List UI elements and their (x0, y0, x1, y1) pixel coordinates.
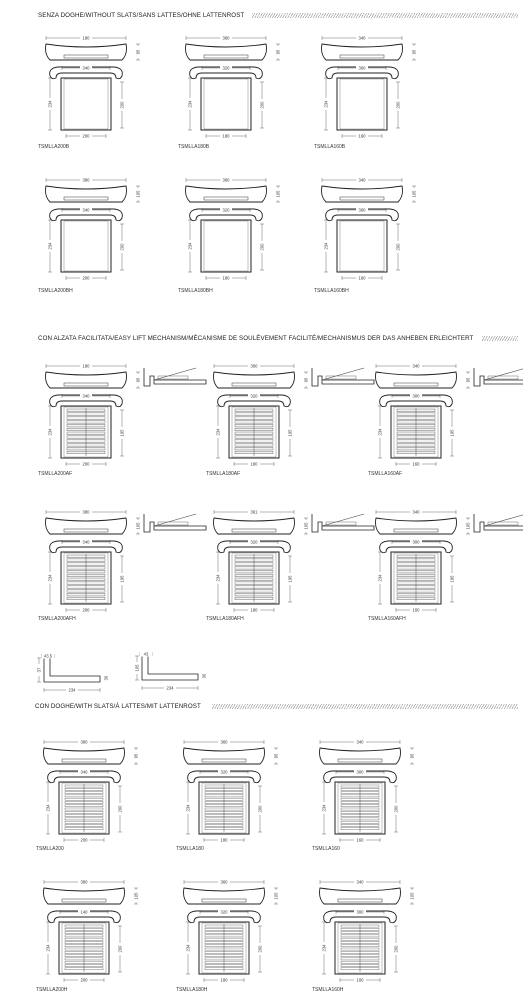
headboard-outline (46, 44, 127, 60)
dimension-label: 200 (117, 945, 123, 953)
dimension-label: 200 (259, 101, 265, 109)
product-code: TSMLLA180B (178, 144, 210, 150)
section-title-with-slats: CON DOGHE/WITH SLATS/À LATTES/MIT LATTENROST (35, 703, 201, 710)
bed-drawing-tsmlla160afh (366, 504, 523, 616)
dimension-label: 234 (68, 687, 76, 693)
bed-inner-outline (64, 79, 108, 129)
dimension-label: 195 (119, 429, 125, 437)
bed-frame-outline (337, 78, 387, 130)
cushion-outline (64, 55, 108, 58)
dimension-label: 95 (133, 753, 139, 759)
product-code: TSMLLA180H (176, 987, 208, 993)
dimension-label: 200 (259, 243, 265, 251)
bed-drawing-tsmlla160bh (312, 172, 424, 284)
dimension-label: 200 (80, 977, 88, 983)
cushion-outline (202, 759, 246, 762)
dimension-label: 320 (220, 769, 228, 775)
headboard-outline (186, 44, 267, 60)
headboard-outline (184, 888, 265, 904)
bed-inner-outline (204, 79, 248, 129)
dimension-label: 43 (143, 651, 149, 657)
dimension-label: 200 (117, 805, 123, 813)
lift-side-view (144, 514, 206, 532)
dimension-label: 180 (250, 461, 258, 467)
dimension-label: 200 (82, 607, 90, 613)
bed-svg (310, 874, 422, 986)
dimension-label: 340 (358, 177, 366, 183)
dimension-label: 320 (250, 539, 258, 545)
bed-inner-outline (204, 221, 248, 271)
dimension-label: 180 (220, 837, 228, 843)
dimension-label: 320 (250, 393, 258, 399)
dimension-label: 360 (250, 363, 258, 369)
bed-frame-outline (337, 220, 387, 272)
dimension-label: 360 (222, 35, 230, 41)
dimension-label: 200 (395, 243, 401, 251)
lift-frame (144, 514, 206, 532)
dimension-label: 200 (82, 275, 90, 281)
lift-frame (144, 368, 206, 386)
bed-frame-outline (201, 78, 251, 130)
dimension-label: 340 (82, 65, 90, 71)
dimension-label: 380 (82, 177, 90, 183)
dimension-label: 105 (273, 892, 279, 900)
bed-svg (204, 358, 376, 470)
dimension-label: 360 (222, 177, 230, 183)
dimension-label: 340 (356, 879, 364, 885)
dimension-label: 200 (257, 945, 263, 953)
dimension-label: 160 (358, 133, 366, 139)
dimension-label: 300 (412, 539, 420, 545)
dimension-label: 105 (411, 190, 417, 198)
bed-frame-outline (201, 220, 251, 272)
dimension-label: 195 (119, 575, 125, 583)
cushion-outline (204, 55, 248, 58)
cushion-outline (340, 55, 384, 58)
bed-svg (366, 504, 523, 616)
dimension-label: 105 (134, 664, 140, 672)
profile-outline (142, 656, 198, 680)
cushion-outline (62, 759, 106, 762)
dimension-label: 95 (273, 753, 279, 759)
dimension-label: 200 (119, 101, 125, 109)
bed-svg (36, 30, 148, 142)
dimension-label: 234 (321, 804, 327, 812)
dimension-label: 180 (222, 275, 230, 281)
dimension-label: 180 (82, 363, 90, 369)
dimension-label: 95 (275, 49, 281, 55)
dimension-label: 380 (82, 509, 90, 515)
cushion-outline (338, 899, 382, 902)
cushion-outline (232, 383, 276, 386)
dimension-label: 200 (257, 805, 263, 813)
cushion-outline (64, 383, 108, 386)
dimension-label: 95 (411, 49, 417, 55)
cushion-outline (338, 759, 382, 762)
dimension-label: 180 (250, 607, 258, 613)
dimension-label: 340 (412, 363, 420, 369)
lift-raised-base (154, 368, 196, 380)
bed-svg (36, 504, 208, 616)
bed-drawing-tsmlla200h (34, 874, 146, 986)
title-hatch (482, 336, 518, 341)
dimension-label: 195 (287, 575, 293, 583)
lift-raised-base (322, 368, 364, 380)
section-title-easy-lift: CON ALZATA FACILITATA/EASY LIFT MECHANISM/MÉCANISME DE SOULÈVEMENT FACILITÉ/MECHANISMUS DER DAS ANHEBEN ERLEICHTERT (38, 335, 474, 342)
headboard-outline (46, 518, 127, 534)
dimension-label: 234 (187, 100, 193, 108)
headboard-outline (44, 888, 125, 904)
dimension-label: 361 (250, 509, 258, 515)
dimension-label: 30 (103, 675, 109, 681)
cushion-outline (394, 529, 438, 532)
dimension-label: 200 (395, 101, 401, 109)
cushion-outline (204, 197, 248, 200)
dimension-label: 30 (201, 673, 207, 679)
dimension-label: 105 (275, 190, 281, 198)
dimension-label: 200 (119, 243, 125, 251)
dimension-label: 37 (36, 667, 42, 673)
product-code: TSMLLA200BH (38, 288, 73, 294)
dimension-label: 195 (449, 575, 455, 583)
dimension-label: 200 (82, 133, 90, 139)
dimension-label: 360 (220, 739, 228, 745)
headboard-outline (214, 372, 295, 388)
product-code: TSMLLA160AFH (368, 616, 406, 622)
headboard-outline (214, 518, 295, 534)
dimension-label: 234 (215, 574, 221, 582)
bed-drawing-tsmlla200b (36, 30, 148, 142)
dimension-label: 180 (220, 977, 228, 983)
profile-svg (34, 654, 114, 696)
dimension-label: 95 (465, 377, 471, 383)
dimension-label: 234 (47, 574, 53, 582)
bed-drawing-tsmlla180af (204, 358, 376, 470)
bed-svg (174, 734, 286, 846)
bed-drawing-tsmlla160b (312, 30, 424, 142)
dimension-label: 234 (323, 242, 329, 250)
bed-drawing-tsmlla160af (366, 358, 523, 470)
cushion-outline (62, 899, 106, 902)
bed-drawing-tsmlla200afh (36, 504, 208, 616)
bed-drawing-tsmlla200bh (36, 172, 148, 284)
dimension-label: 105 (409, 892, 415, 900)
headboard-outline (186, 186, 267, 202)
product-code: TSMLLA160B (314, 144, 346, 150)
dimension-label: 234 (377, 574, 383, 582)
profile-outline (44, 658, 100, 682)
dimension-label: 340 (82, 207, 90, 213)
dimension-label: 105 (135, 522, 141, 530)
bed-svg (204, 504, 376, 616)
product-code: TSMLLA200AFH (38, 616, 76, 622)
bed-svg (174, 874, 286, 986)
dimension-label: 43.5 (43, 653, 53, 659)
bed-frame-outline (61, 220, 111, 272)
dimension-label: 180 (82, 35, 90, 41)
headboard-outline (376, 372, 457, 388)
product-code: TSMLLA200AF (38, 471, 73, 477)
cushion-outline (232, 529, 276, 532)
dimension-label: 195 (449, 429, 455, 437)
lift-side-view (474, 514, 523, 532)
lift-side-view (312, 514, 374, 532)
dimension-label: 200 (393, 945, 399, 953)
dimension-label: 95 (135, 377, 141, 383)
dimension-label: 105 (465, 522, 471, 530)
dimension-label: 234 (166, 685, 174, 691)
bed-drawing-tsmlla160 (310, 734, 422, 846)
bed-svg (36, 358, 208, 470)
bed-svg (34, 734, 146, 846)
product-code: TSMLLA180AF (206, 471, 241, 477)
dimension-label: 95 (409, 753, 415, 759)
headboard-outline (320, 748, 401, 764)
dimension-label: 320 (220, 909, 228, 915)
dimension-label: 160 (412, 461, 420, 467)
product-code: TSMLLA200B (38, 144, 70, 150)
lift-side-view (144, 368, 206, 386)
product-code: TSMLLA200H (36, 987, 68, 993)
cushion-outline (394, 383, 438, 386)
dimension-label: 160 (356, 837, 364, 843)
bed-svg (366, 358, 523, 470)
headboard-outline (376, 518, 457, 534)
headboard-outline (46, 372, 127, 388)
dimension-label: 140 (80, 909, 88, 915)
dimension-label: 234 (45, 804, 51, 812)
bed-drawing-tsmlla180bh (176, 172, 288, 284)
bed-inner-outline (340, 79, 384, 129)
lift-raised-base (484, 368, 523, 380)
dimension-label: 340 (82, 393, 90, 399)
dimension-label: 234 (47, 100, 53, 108)
bed-svg (176, 172, 288, 284)
dimension-label: 180 (222, 133, 230, 139)
product-code: TSMLLA160H (312, 987, 344, 993)
dimension-label: 200 (80, 837, 88, 843)
dimension-label: 340 (356, 739, 364, 745)
product-code: TSMLLA160 (312, 846, 340, 852)
bed-drawing-tsmlla160h (310, 874, 422, 986)
dimension-label: 234 (321, 944, 327, 952)
lift-raised-base (154, 514, 196, 526)
lift-side-view (312, 368, 374, 386)
cushion-outline (202, 899, 246, 902)
cushion-outline (64, 197, 108, 200)
product-code: TSMLLA180AFH (206, 616, 244, 622)
section-title-no-slats: SENZA DOGHE/WITHOUT SLATS/SANS LATTES/OHNE LATTENROST (38, 12, 245, 19)
dimension-label: 234 (47, 428, 53, 436)
dimension-label: 340 (358, 35, 366, 41)
dimension-label: 234 (45, 944, 51, 952)
dimension-label: 200 (82, 461, 90, 467)
bed-drawing-tsmlla180 (174, 734, 286, 846)
dimension-label: 380 (80, 879, 88, 885)
dimension-label: 234 (185, 944, 191, 952)
dimension-label: 300 (412, 393, 420, 399)
cushion-outline (340, 197, 384, 200)
dimension-label: 234 (187, 242, 193, 250)
dimension-label: 234 (377, 428, 383, 436)
headboard-outline (46, 186, 127, 202)
dimension-label: 320 (222, 207, 230, 213)
dimension-label: 300 (356, 769, 364, 775)
headboard-outline (322, 186, 403, 202)
headboard-outline (322, 44, 403, 60)
profile-svg (132, 652, 212, 694)
bed-svg (34, 874, 146, 986)
dimension-label: 195 (287, 429, 293, 437)
product-code: TSMLLA180 (176, 846, 204, 852)
cushion-outline (64, 529, 108, 532)
bed-svg (312, 172, 424, 284)
bed-drawing-tsmlla200af (36, 358, 208, 470)
dimension-label: 380 (80, 739, 88, 745)
dimension-label: 160 (356, 977, 364, 983)
bed-svg (36, 172, 148, 284)
headboard-outline (44, 748, 125, 764)
title-hatch (212, 704, 518, 709)
bed-drawing-tsmlla200 (34, 734, 146, 846)
product-code: TSMLLA180BH (178, 288, 213, 294)
product-code: TSMLLA160BH (314, 288, 349, 294)
dimension-label: 95 (135, 49, 141, 55)
dimension-label: 340 (412, 509, 420, 515)
lift-raised-base (484, 514, 523, 526)
bed-svg (176, 30, 288, 142)
lift-frame (312, 368, 374, 386)
product-code: TSMLLA200 (36, 846, 64, 852)
bed-frame-outline (61, 78, 111, 130)
dimension-label: 105 (135, 190, 141, 198)
dimension-label: 234 (47, 242, 53, 250)
headboard-outline (184, 748, 265, 764)
bed-drawing-tsmlla180afh (204, 504, 376, 616)
dimension-label: 300 (356, 909, 364, 915)
bed-drawing-tsmlla180b (176, 30, 288, 142)
side-profile-low (34, 654, 114, 696)
lift-frame (312, 514, 374, 532)
bed-svg (312, 30, 424, 142)
dimension-label: 300 (358, 207, 366, 213)
product-code: TSMLLA160AF (368, 471, 403, 477)
dimension-label: 340 (82, 539, 90, 545)
title-hatch (252, 13, 518, 18)
dimension-label: 300 (358, 65, 366, 71)
dimension-label: 95 (303, 377, 309, 383)
lift-raised-base (322, 514, 364, 526)
headboard-outline (320, 888, 401, 904)
dimension-label: 105 (303, 522, 309, 530)
dimension-label: 320 (222, 65, 230, 71)
dimension-label: 234 (323, 100, 329, 108)
bed-svg (310, 734, 422, 846)
dimension-label: 340 (80, 769, 88, 775)
bed-drawing-tsmlla180h (174, 874, 286, 986)
dimension-label: 234 (185, 804, 191, 812)
bed-inner-outline (64, 221, 108, 271)
lift-side-view (474, 368, 523, 386)
side-profile-high (132, 652, 212, 694)
dimension-label: 160 (358, 275, 366, 281)
dimension-label: 200 (393, 805, 399, 813)
dimension-label: 360 (220, 879, 228, 885)
dimension-label: 160 (412, 607, 420, 613)
dimension-label: 105 (133, 892, 139, 900)
bed-inner-outline (340, 221, 384, 271)
dimension-label: 234 (215, 428, 221, 436)
